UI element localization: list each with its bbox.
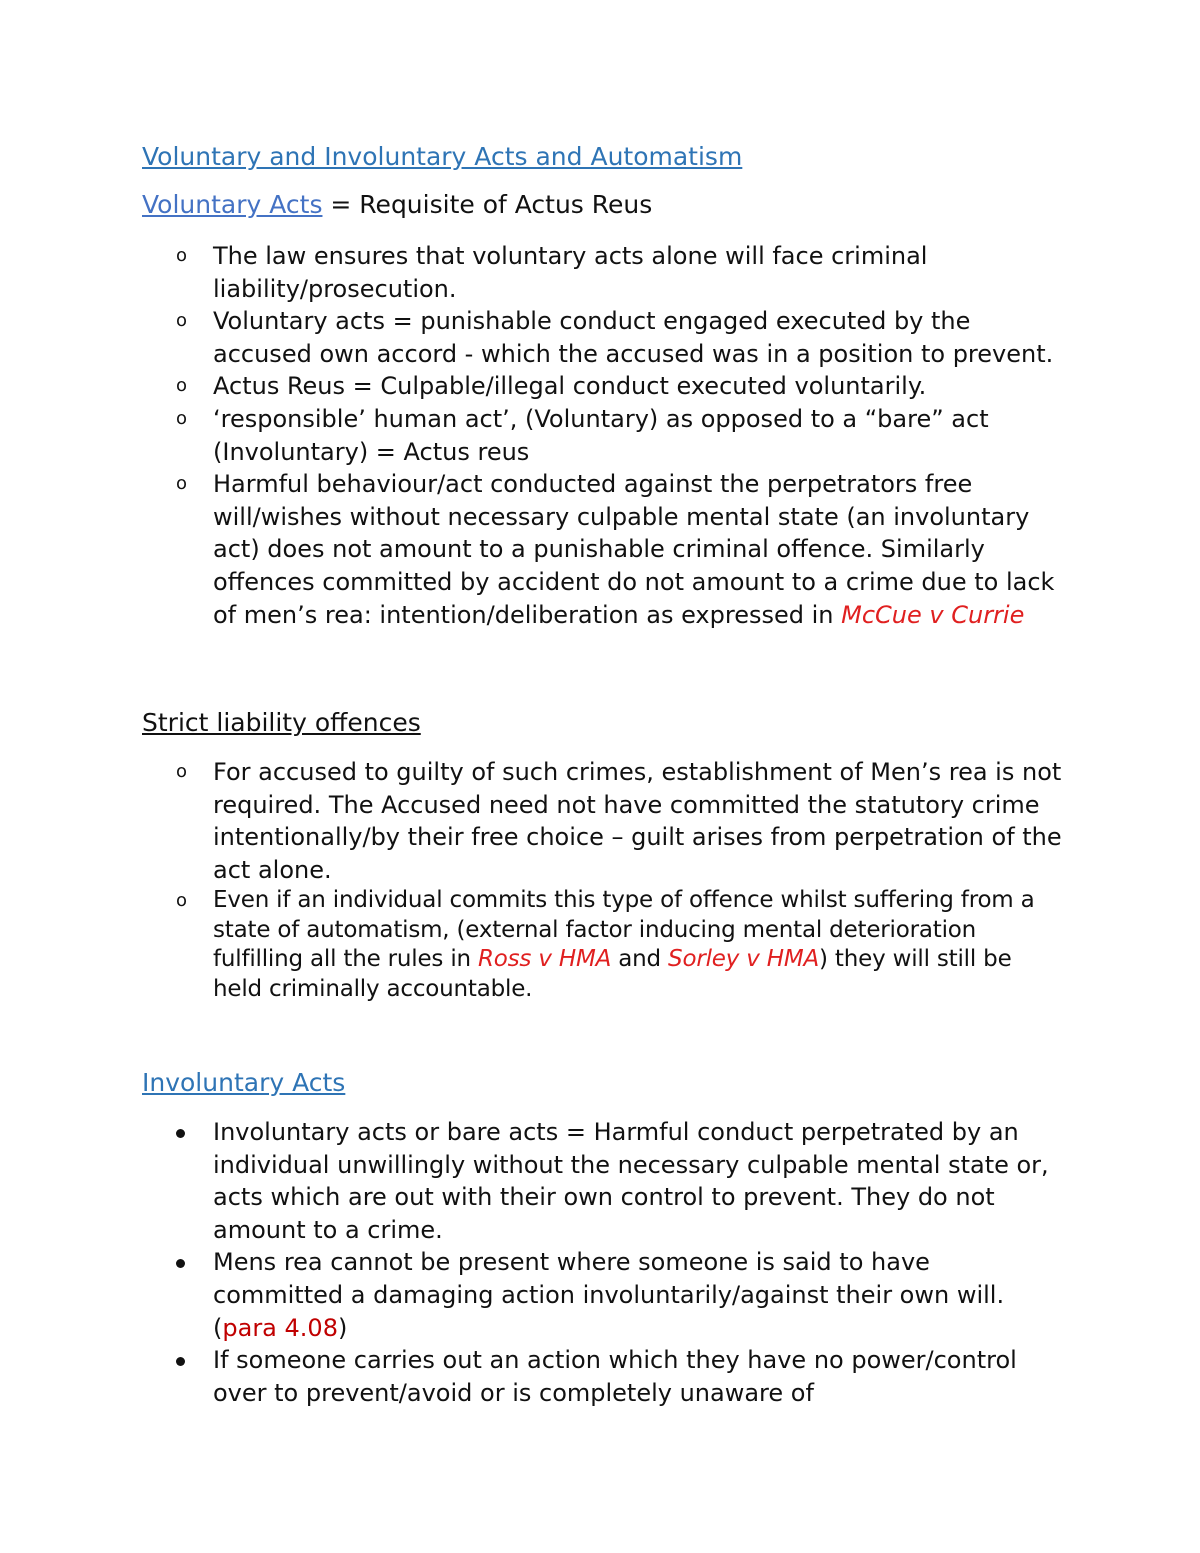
list-item-text: For accused to guilty of such crimes, establishment of Men’s rea is not required. The Accused need not have committed the statutory crime intentionally/by their free choice – guilt arises from perpetration of the act alone. — [213, 758, 1062, 884]
bullet-dot-icon — [176, 1259, 185, 1268]
involuntary-acts-heading[interactable]: Involuntary Acts — [142, 1068, 346, 1097]
list-item-text: and — [611, 946, 669, 973]
list-item — [142, 756, 1062, 886]
circle-bullet-icon: o — [176, 310, 188, 332]
list-item-text: Harmful behaviour/act conducted against the perpetrators free will/wishes without necessary culpable mental state (an involuntary act) does not amount to a punishable criminal offence. Similarly offences committed by accident do not amount to a crime due to lack of men’s rea: intention/deliberation as expressed in — [213, 470, 1055, 629]
list-item — [142, 403, 1062, 468]
list-item — [142, 468, 1062, 631]
document-title: Voluntary and Involuntary Acts and Automatism — [142, 142, 743, 171]
list-item-text: The law ensures that voluntary acts alone will face criminal liability/prosecution. — [213, 242, 928, 303]
circle-bullet-icon: o — [176, 245, 188, 266]
circle-bullet-icon: o — [176, 890, 187, 912]
list-item-text: Actus Reus = Culpable/illegal conduct executed voluntarily. — [213, 372, 927, 401]
case-citation: Ross v HMA — [478, 946, 612, 973]
list-item — [142, 1116, 1062, 1246]
circle-bullet-icon: o — [176, 761, 188, 782]
list-item-text: Mens rea cannot be present where someone is said to have committed a damaging action involuntarily/against their own will. ( — [213, 1248, 1005, 1342]
list-item — [142, 370, 1062, 403]
circle-bullet-icon: o — [176, 473, 188, 495]
bullet-dot-icon — [176, 1129, 185, 1138]
list-item-text: If someone carries out an action which they have no power/control over to prevent/avoid or is completely unaware of — [213, 1346, 1017, 1407]
list-item — [142, 305, 1062, 370]
case-citation: McCue v Currie — [841, 600, 1025, 629]
case-citation: Sorley v HMA — [668, 946, 820, 973]
circle-bullet-icon: o — [176, 407, 188, 429]
list-item-text: Even if an individual commits this type of offence whilst suffering from a state of automatism, (external factor inducing mental deterioration fulfilling all the rules in — [213, 887, 1035, 973]
strict-liability-list — [142, 756, 1062, 1004]
list-item — [142, 240, 1062, 305]
paragraph-reference: para 4.08 — [222, 1313, 338, 1342]
involuntary-acts-list — [142, 1116, 1062, 1409]
voluntary-acts-link[interactable]: Voluntary Acts — [142, 190, 323, 219]
voluntary-acts-heading-rest: = Requisite of Actus Reus — [322, 190, 653, 219]
list-item-text: Voluntary acts = punishable conduct engaged executed by the accused own accord - which the accused was in a position to prevent. — [213, 307, 1054, 368]
voluntary-acts-heading — [142, 190, 652, 219]
voluntary-acts-list — [142, 240, 1062, 631]
bullet-dot-icon — [176, 1357, 185, 1366]
circle-bullet-icon: o — [176, 375, 188, 397]
list-item-text: ‘responsible’ human act’, (Voluntary) as opposed to a “bare” act (Involuntary) = Actus reus — [213, 404, 989, 466]
strict-liability-heading: Strict liability offences — [142, 708, 421, 737]
list-item — [142, 886, 1062, 1004]
list-item-text: ) they will still be held criminally accountable. — [213, 946, 1012, 1002]
list-item — [142, 1246, 1062, 1344]
list-item-text: ) — [337, 1313, 348, 1342]
list-item-text: Involuntary acts or bare acts = Harmful conduct perpetrated by an individual unwillingly without the necessary culpable mental state or, acts which are out with their own control to prevent. They do not amount to a crime. — [213, 1118, 1049, 1244]
list-item — [142, 1344, 1062, 1409]
